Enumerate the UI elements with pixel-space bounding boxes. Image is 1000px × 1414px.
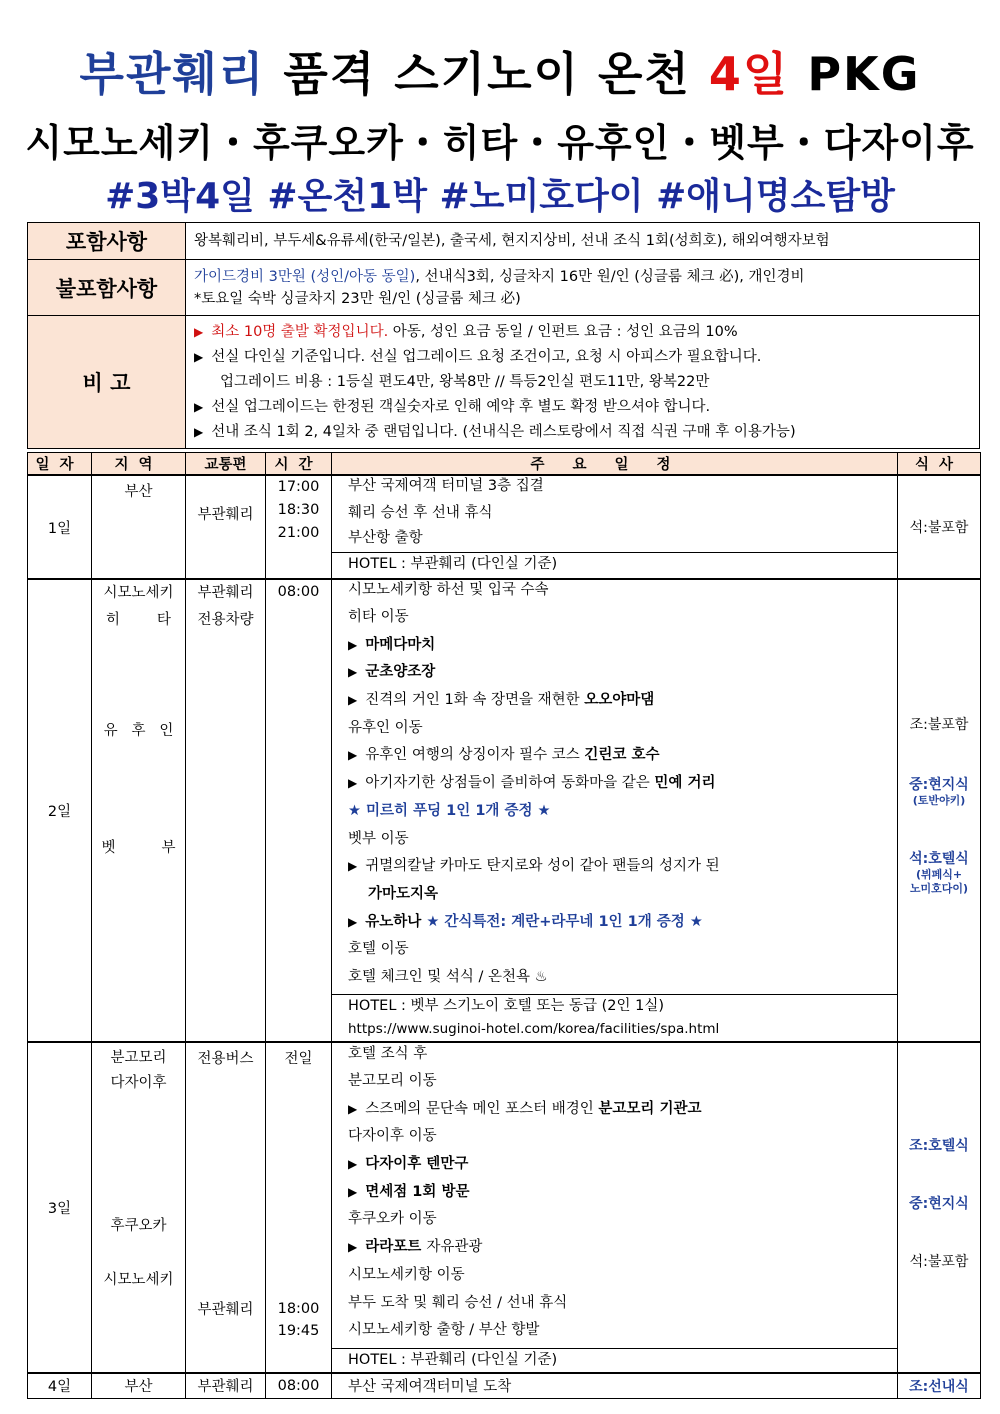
- notes-label: 비 고: [28, 316, 186, 449]
- hashtags: #3박4일 #온천1박 #노미호다이 #애니명소탐방: [105, 176, 895, 217]
- triangle-icon: ▶: [194, 424, 204, 439]
- triangle-icon: ▶: [194, 324, 204, 339]
- day-row-4: 4일 부산 부관훼리 08:00 부산 국제여객터미널 도착 조:선내식: [28, 1373, 981, 1398]
- triangle-icon: ▶: [348, 1157, 358, 1172]
- day-row-1: 1일 부산 부관훼리 17:00 18:30 21:00 부산 국제여객 터미널 3층 집결 훼리 승선 후 선내 휴식 부산항 출항 HOTEL : 부관훼리 (다인실 기준) 석:불포함: [28, 475, 981, 579]
- triangle-icon: ▶: [194, 349, 204, 364]
- excluded-label: 불포함사항: [28, 260, 186, 316]
- hotel-info: HOTEL : 부관훼리 (다인실 기준): [332, 552, 897, 576]
- triangle-icon: ▶: [348, 693, 358, 708]
- triangle-icon: ▶: [348, 665, 358, 680]
- triangle-icon: ▶: [348, 776, 358, 791]
- triangle-icon: ▶: [348, 914, 358, 929]
- included-text: 왕복훼리비, 부두세&유류세(한국/일본), 출국세, 현지지상비, 선내 조식 1회(성희호), 해외여행자보험: [186, 223, 980, 260]
- triangle-icon: ▶: [348, 1184, 358, 1199]
- info-table: [27, 222, 980, 449]
- excluded-text: 가이드경비 3만원 (성인/아동 동일), 선내식3회, 싱글차지 16만 원/인 (싱글룸 체크 必), 개인경비 *토요일 숙박 싱글차지 23만 원/인 (싱글룸 체크 必): [186, 260, 980, 316]
- notes-text: ▶ 최소 10명 출발 확정입니다. 아동, 성인 요금 동일 / 인펀트 요금 : 성인 요금의 10% ▶ 선실 다인실 기준입니다. 선실 업그레이드 요청 조건이고, 요청 시 아피스가 필요합니다. 업그레이드 비용 : 1등실 편도4만, 왕복8만 // 특등2인실 편도11만, 왕복22만 ▶ 선실 업그레이드는 한정된 객실숫자로 인해 예약 후 별도 확정 받으셔야 합니다. ▶ 선내 조식 1회 2, 4일차 중 랜덤입니다. (선내식은 레스토랑에서 직접 식권 구매 후 이용가능): [186, 316, 980, 449]
- schedule-table: [27, 452, 981, 1399]
- triangle-icon: ▶: [348, 1240, 358, 1255]
- triangle-icon: ▶: [348, 859, 358, 874]
- triangle-icon: ▶: [194, 399, 204, 414]
- triangle-icon: ▶: [348, 637, 358, 652]
- page-title: 부관훼리 품격 스기노이 온천 4일 PKG: [79, 47, 921, 101]
- triangle-icon: ▶: [348, 748, 358, 763]
- page-subtitle: 시모노세키・후쿠오카・히타・유후인・벳부・다자이후: [25, 121, 975, 165]
- triangle-icon: ▶: [348, 1101, 358, 1116]
- day-row-2: 2일 시모노세키 히 타 유 후 인 벳 부 부관훼리 전용차량 08:00 시모노세키항 하선 및 입국 수속 히타 이동 ▶ 마메다마치 ▶ 군초양조장 ▶ 진격의 거인 1화 속 장면을 재현한 오오야마댐 유후인 이동 ▶ 유후인 여행의 상징이자 필수 코스 긴린코 호수 ▶ 아기자기한 상점들이 즐비하여 동화마을 같은 민예 거리 ★ 미르히 푸딩 1인 1개 증정 ★ 벳부 이동 ▶ 귀멸의칼날 카마도 탄지로와 성이 같아 팬들의 성지가 된 가마도지옥 ▶ 유노하나 ★ 간식특전: 계란+라무네 1인 1개 증정 ★ 호텔 이동 호텔 체크인 및 석식 / 온천욕 ♨ HOTEL : 벳부 스기노이 호텔 또는 동급 (2인 1실) https://www.suginoi-hotel.com/korea/facilities/spa.html 조:불포함 중:현지식 (토반야키) 석:호텔식 (뷔페식+ 노미호다이): [28, 579, 981, 1042]
- hotel-info: HOTEL : 벳부 스기노이 호텔 또는 동급 (2인 1실) https://www.suginoi-hotel.com/korea/facilities/spa.html: [332, 994, 897, 1041]
- included-label: 포함사항: [28, 223, 186, 260]
- schedule-header: 일자 지역 교통편 시간 주요일정 식사: [28, 453, 981, 476]
- hotel-info: HOTEL : 부관훼리 (다인실 기준): [332, 1348, 897, 1372]
- day-row-3: 3일 분고모리 다자이후 후쿠오카 시모노세키 전용버스 부관훼리 전일 18:00 19:45 호텔 조식 후 분고모리 이동 ▶ 스즈메의 문단속 메인 포스터 배경인 분고모리 기관고 다자이후 이동 ▶ 다자이후 텐만구 ▶ 면세점 1회 방문 후쿠오카 이동 ▶ 라라포트 자유관광 시모노세키항 이동 부두 도착 및 훼리 승선 / 선내 휴식 시모노세키항 출항 / 부산 향발 HOTEL : 부관훼리 (다인실 기준) 조:호텔식 중:현지식 석:불포함: [28, 1042, 981, 1373]
